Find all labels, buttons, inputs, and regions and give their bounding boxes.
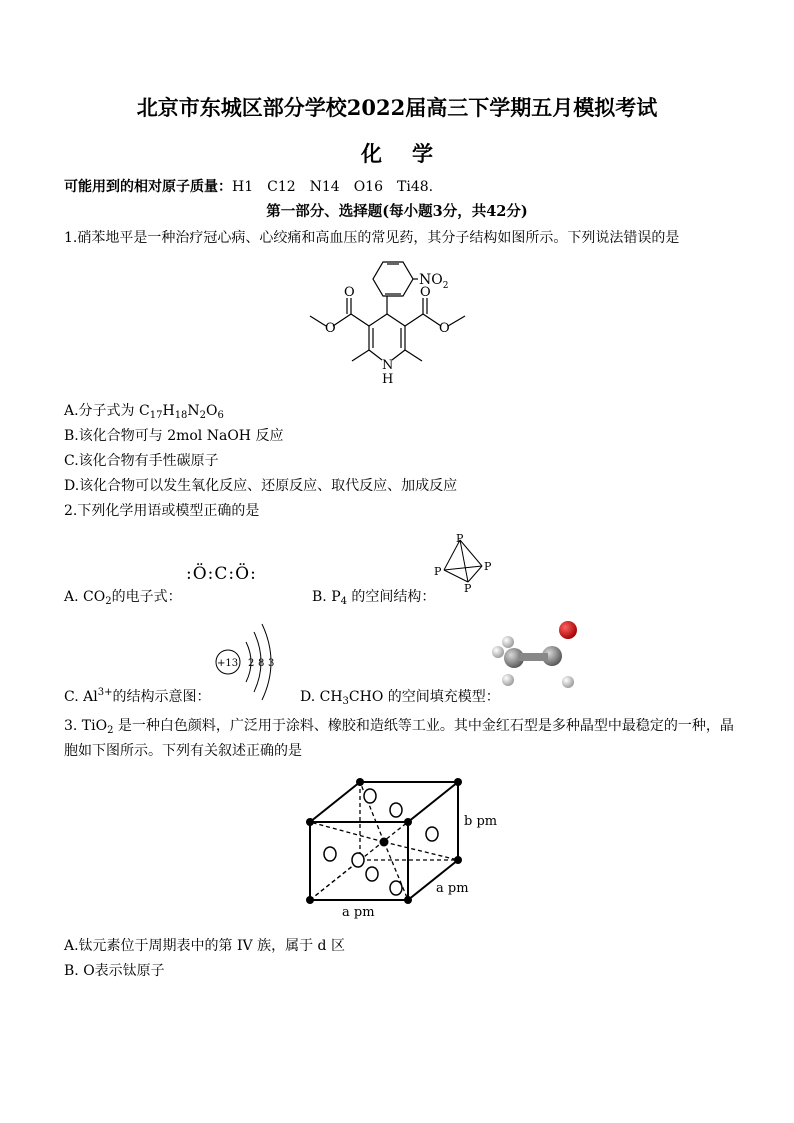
p-atom-label: P	[484, 560, 492, 573]
page-title: 北京市东城区部分学校2022届高三下学期五月模拟考试	[136, 95, 658, 120]
shell-electrons: 8	[258, 658, 265, 669]
q2-option-b: B. $P_4$ 的空间结构：	[312, 589, 436, 607]
q2-option-c: C. $Al^{3+}$的结构示意图：	[64, 687, 211, 705]
no2-label: $NO_2$	[419, 272, 449, 291]
q1-option-a: A.分子式为 $C_{17}H_{18}N_2O_6$	[64, 403, 224, 421]
shell-electrons: 3	[268, 658, 275, 669]
a-pm-label-right: a pm	[436, 881, 469, 896]
atomic-masses	[64, 176, 433, 196]
q2-option-a: A. $CO_2$的电子式：	[64, 589, 182, 607]
subject-title: 化学	[361, 141, 463, 166]
p4-structure	[430, 530, 500, 596]
q1-option-b: B.该化合物可与 2mol NaOH 反应	[64, 428, 284, 444]
nifedipine-structure	[300, 250, 490, 390]
q1-option-c: C.该化合物有手性碳原子	[64, 453, 219, 469]
al-ion-structure-diagram	[210, 620, 290, 702]
tio2-unit-cell	[290, 770, 510, 920]
q3-stem-line1: 3. TiO$_2$ 是一种白色颜料，广泛用于涂料、橡胶和造纸等工业。其中金红石型是多种晶型中最稳定的一种，晶	[64, 718, 734, 736]
o-label: O	[439, 321, 450, 336]
q1-stem: 1.硝苯地平是一种治疗冠心病、心绞痛和高血压的常见药，其分子结构如图所示。下列说法错误的是	[64, 230, 680, 246]
q3-stem-line2: 胞如下图所示。下列有关叙述正确的是	[64, 743, 302, 759]
p-atom-label: P	[464, 582, 472, 595]
b-pm-label: b pm	[464, 814, 498, 829]
n-label: N	[382, 358, 394, 373]
a-pm-label-bottom: a pm	[342, 905, 375, 920]
o-label: O	[344, 285, 355, 300]
atomic-masses-values: H1 C12 N14 O16 Ti48.	[232, 179, 434, 195]
q3-option-a: A.钛元素位于周期表中的第 IV 族，属于 d 区	[64, 938, 345, 954]
h-label: H	[382, 372, 394, 387]
q3-option-b: B. O表示钛原子	[64, 963, 165, 979]
atomic-masses-label: 可能用到的相对原子质量：	[64, 179, 232, 195]
shell-electrons: 2	[248, 658, 255, 669]
section-heading: 第一部分、选择题(每小题3分，共42分)	[266, 203, 528, 220]
p-atom-label: P	[434, 565, 442, 578]
o-label: O	[420, 285, 431, 300]
nucleus-charge: +13	[217, 658, 239, 669]
q2-option-d: D. $CH_3CHO$ 的空间填充模型：	[300, 689, 500, 707]
q2-stem: 2.下列化学用语或模型正确的是	[64, 503, 260, 519]
q1-option-d: D.该化合物可以发生氧化反应、还原反应、取代反应、加成反应	[64, 478, 458, 494]
p-atom-label: P	[456, 532, 464, 545]
o-label: O	[325, 321, 336, 336]
co2-electron-formula: :Ö:C:Ö:	[186, 564, 257, 584]
ch3cho-space-filling-model	[488, 618, 584, 696]
